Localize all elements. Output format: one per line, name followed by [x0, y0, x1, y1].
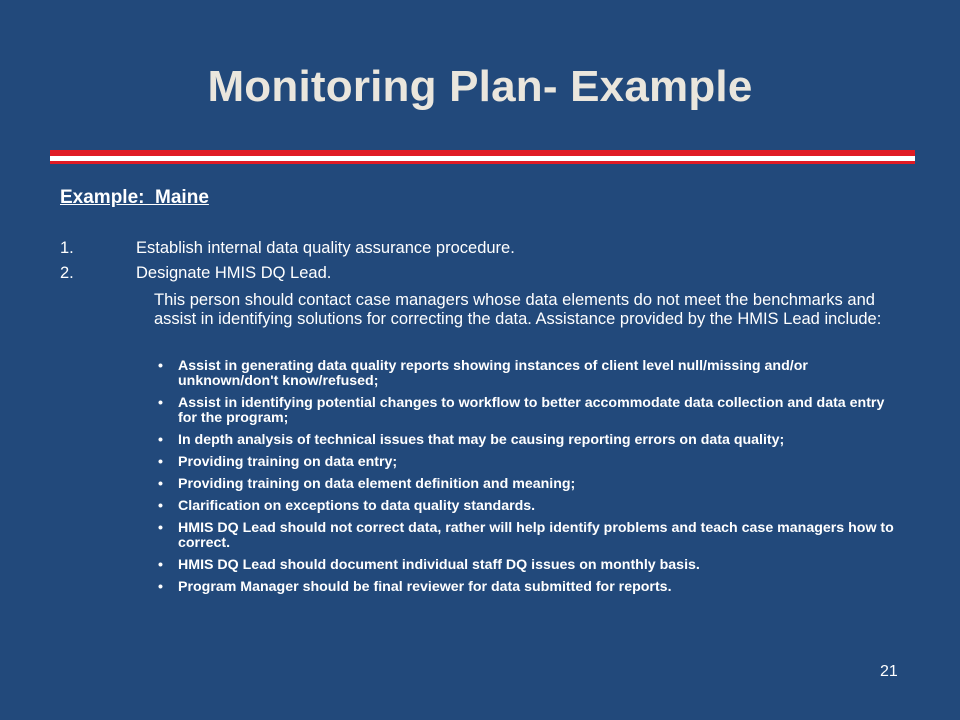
bullet-icon: • [158, 520, 163, 536]
list-item [158, 433, 898, 448]
list-item-text: HMIS DQ Lead should not correct data, rather will help identify problems and teach case managers how to correct. [178, 520, 894, 551]
bullet-icon: • [158, 579, 163, 595]
bullet-icon: • [158, 432, 163, 448]
step-item [60, 261, 920, 286]
bullet-icon: • [158, 395, 163, 411]
list-item-text: HMIS DQ Lead should document individual staff DQ issues on monthly basis. [178, 557, 700, 573]
list-item-text: Assist in identifying potential changes to workflow to better accommodate data collection and data entry for the program; [178, 395, 885, 426]
step-text: Designate HMIS DQ Lead. [136, 264, 332, 282]
list-item-text: Providing training on data element definition and meaning; [178, 476, 576, 492]
bullet-icon: • [158, 358, 163, 374]
list-item [158, 396, 898, 426]
example-heading: Example: Maine [60, 187, 209, 208]
lead-description: This person should contact case managers whose data elements do not meet the benchmarks and assist in identifying solutions for correcting the data. Assistance provided by the HMIS Lead include: [154, 291, 882, 328]
assistance-list [158, 359, 898, 602]
bullet-icon: • [158, 557, 163, 573]
list-item-text: Clarification on exceptions to data quality standards. [178, 498, 536, 514]
numbered-steps [60, 236, 920, 286]
list-item [158, 455, 898, 470]
list-item [158, 359, 898, 389]
list-item [158, 521, 898, 551]
list-item [158, 477, 898, 492]
page-number: 21 [880, 663, 898, 680]
bullet-icon: • [158, 498, 163, 514]
list-item [158, 580, 898, 595]
bullet-icon: • [158, 476, 163, 492]
step-number: 1. [60, 239, 74, 257]
divider-red-bottom [50, 161, 915, 164]
list-item [158, 499, 898, 514]
list-item-text: Program Manager should be final reviewer for data submitted for reports. [178, 579, 672, 595]
list-item [158, 558, 898, 573]
list-item-text: Assist in generating data quality reports showing instances of client level null/missing and/or unknown/don't know/refused; [178, 358, 808, 389]
step-number: 2. [60, 264, 74, 282]
slide-title: Monitoring Plan- Example [207, 62, 753, 111]
bullet-icon: • [158, 454, 163, 470]
step-text: Establish internal data quality assurance procedure. [136, 239, 515, 257]
step-item [60, 236, 920, 261]
list-item-text: Providing training on data entry; [178, 454, 398, 470]
list-item-text: In depth analysis of technical issues that may be causing reporting errors on data quality; [178, 432, 785, 448]
